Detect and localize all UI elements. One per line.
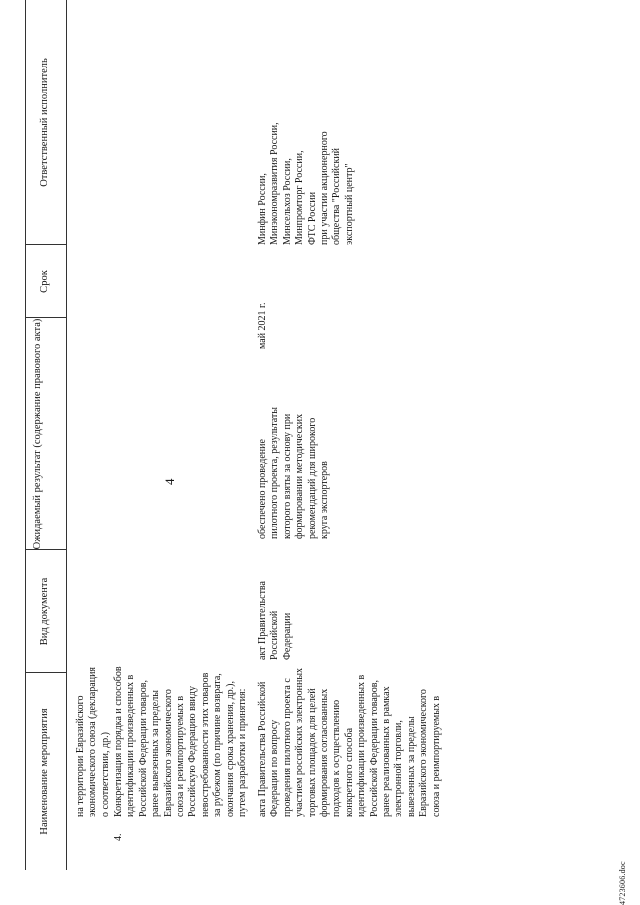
row4-sub-name: акта Правительства Российской Федерации по вопросу проведения пилотного проекта с участием российских электронных торговых площадок для целей формирования согласованных подходов к осуществлению конкретного способа идентификации произведенных в Российской Федерации товаров, ранее реализованных в рамках электронной торговли, вывезенных за пределы Евразийского экономического союза и реимпортируемых в [257, 667, 442, 817]
row4-sub-result: обеспечено проведение пилотного проекта, результаты которого взяты за основу при формировании методических рекомендаций для широкого круга экспортеров [257, 407, 331, 539]
header-executor: Ответственный исполнитель [39, 58, 50, 187]
continuation-name: на территории Евразийского экономического союза (декларация о соответствии, др.) [75, 666, 111, 817]
row4-sub-executor: Минфин России, Минэкономразвития России, Минсельхоз России, Минпромторг России, ФТС России при участии акционерного общества "Российский экспортный центр" [257, 122, 355, 245]
page-number: 4 [162, 478, 177, 485]
header-name: Наименование мероприятия [39, 708, 50, 835]
table-top-rule [25, 0, 26, 870]
row4-sub-term: май 2021 г. [257, 302, 268, 349]
row4-sub-doc-type: акт Правительства Российской Федерации [257, 581, 293, 660]
row-number: 4. [113, 833, 124, 841]
header-term: Срок [39, 270, 50, 293]
table-header-bottom-rule [66, 0, 67, 870]
footer-file-code: 4723606.doc [618, 861, 627, 905]
header-doc-type: Вид документа [39, 577, 50, 646]
row4-name: Конкретизация порядка и способов идентификации произведенных в Российской Федерации товаров, ранее вывезенных за пределы Евразийского экономического союза и реимпортируемых в Российскую Федерацию ввиду невостребованности этих товаров за рубежом (по причине возврата, окончания срока хранения, др.), путем разработки и принятия: [113, 666, 249, 817]
header-result: Ожидаемый результат (содержание правового акта) [32, 318, 43, 550]
